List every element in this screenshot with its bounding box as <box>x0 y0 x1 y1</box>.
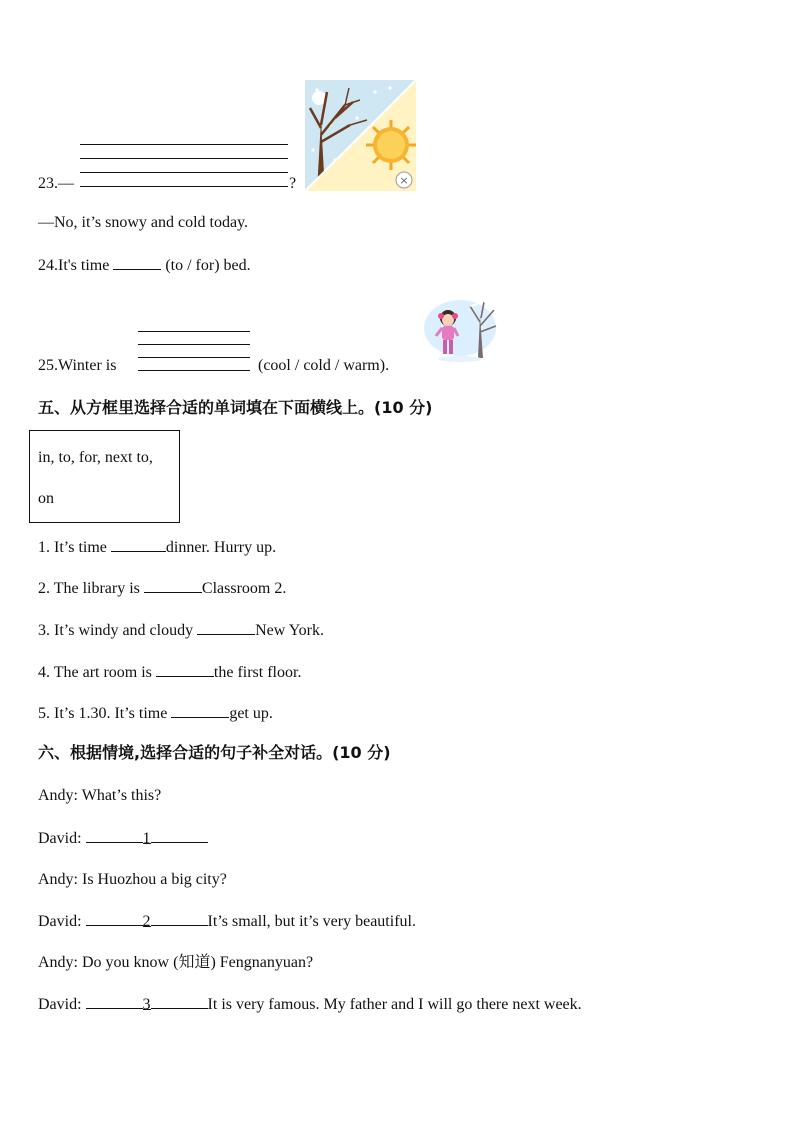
blank-2-left[interactable] <box>86 911 143 926</box>
section5-item-3: 3. It’s windy and cloudy New York. <box>38 622 324 639</box>
dialogue-line-6: David: 3 It is very famous. My father and I will go there next week. <box>38 996 582 1013</box>
section6-heading: 六、根据情境,选择合适的句子补全对话。(10 分) <box>38 743 391 762</box>
q23-answer-line-4[interactable] <box>80 186 288 187</box>
item-4-blank[interactable] <box>156 662 214 677</box>
q25-prompt: 25.Winter is <box>38 357 117 374</box>
q23-number: 23.— <box>38 175 74 192</box>
q23-answer-line-1[interactable] <box>80 144 288 145</box>
blank-1-left[interactable] <box>86 828 143 843</box>
section5-heading: 五、从方框里选择合适的单词填在下面横线上。(10 分) <box>38 398 433 417</box>
dialogue-line-4: David: 2 It’s small, but it’s very beautiful. <box>38 913 416 930</box>
q24-line: 24.It's time (to / for) bed. <box>38 257 251 274</box>
q23-answer-line-2[interactable] <box>80 158 288 159</box>
dialogue-line-3: Andy: Is Huozhou a big city? <box>38 871 227 888</box>
blank-3-left[interactable] <box>86 994 143 1009</box>
item-1-blank[interactable] <box>111 537 166 552</box>
blank-2-right[interactable] <box>151 911 208 926</box>
section5-item-4: 4. The art room is the first floor. <box>38 664 302 681</box>
q25-answer-line-2[interactable] <box>138 344 250 345</box>
section5-item-2: 2. The library is Classroom 2. <box>38 580 287 597</box>
blank-3-number: 3 <box>142 996 151 1013</box>
dialogue-line-5: Andy: Do you know (知道) Fengnanyuan? <box>38 954 314 971</box>
dialogue-line-1: Andy: What’s this? <box>38 787 162 804</box>
blank-1-number: 1 <box>142 830 151 847</box>
q25-answer-line-1[interactable] <box>138 331 250 332</box>
word-box <box>29 430 180 523</box>
dialogue-line-2: David: 1 <box>38 828 208 849</box>
girl-winter-picture <box>420 296 500 362</box>
q25-answer-line-3[interactable] <box>138 357 250 358</box>
q23-answer-line-3[interactable] <box>80 172 288 173</box>
q23-question-mark: ? <box>289 175 297 192</box>
winter-summer-picture <box>305 80 416 191</box>
q25-answer-line-4[interactable] <box>138 370 250 371</box>
item-3-blank[interactable] <box>197 620 255 635</box>
word-box-line-1: in, to, for, next to, <box>38 449 153 466</box>
blank-3-right[interactable] <box>151 994 208 1009</box>
section5-item-5: 5. It’s 1.30. It’s time get up. <box>38 705 273 722</box>
q25-options: (cool / cold / warm). <box>258 357 390 374</box>
blank-1-right[interactable] <box>151 828 208 843</box>
item-5-blank[interactable] <box>171 703 229 718</box>
q23-response: —No, it’s snowy and cold today. <box>38 214 249 231</box>
item-2-blank[interactable] <box>144 578 202 593</box>
section5-item-1: 1. It’s time dinner. Hurry up. <box>38 539 277 556</box>
word-box-line-2: on <box>38 490 54 507</box>
q24-blank[interactable] <box>113 255 161 270</box>
blank-2-number: 2 <box>142 913 151 930</box>
svg-text:×: × <box>399 174 409 187</box>
